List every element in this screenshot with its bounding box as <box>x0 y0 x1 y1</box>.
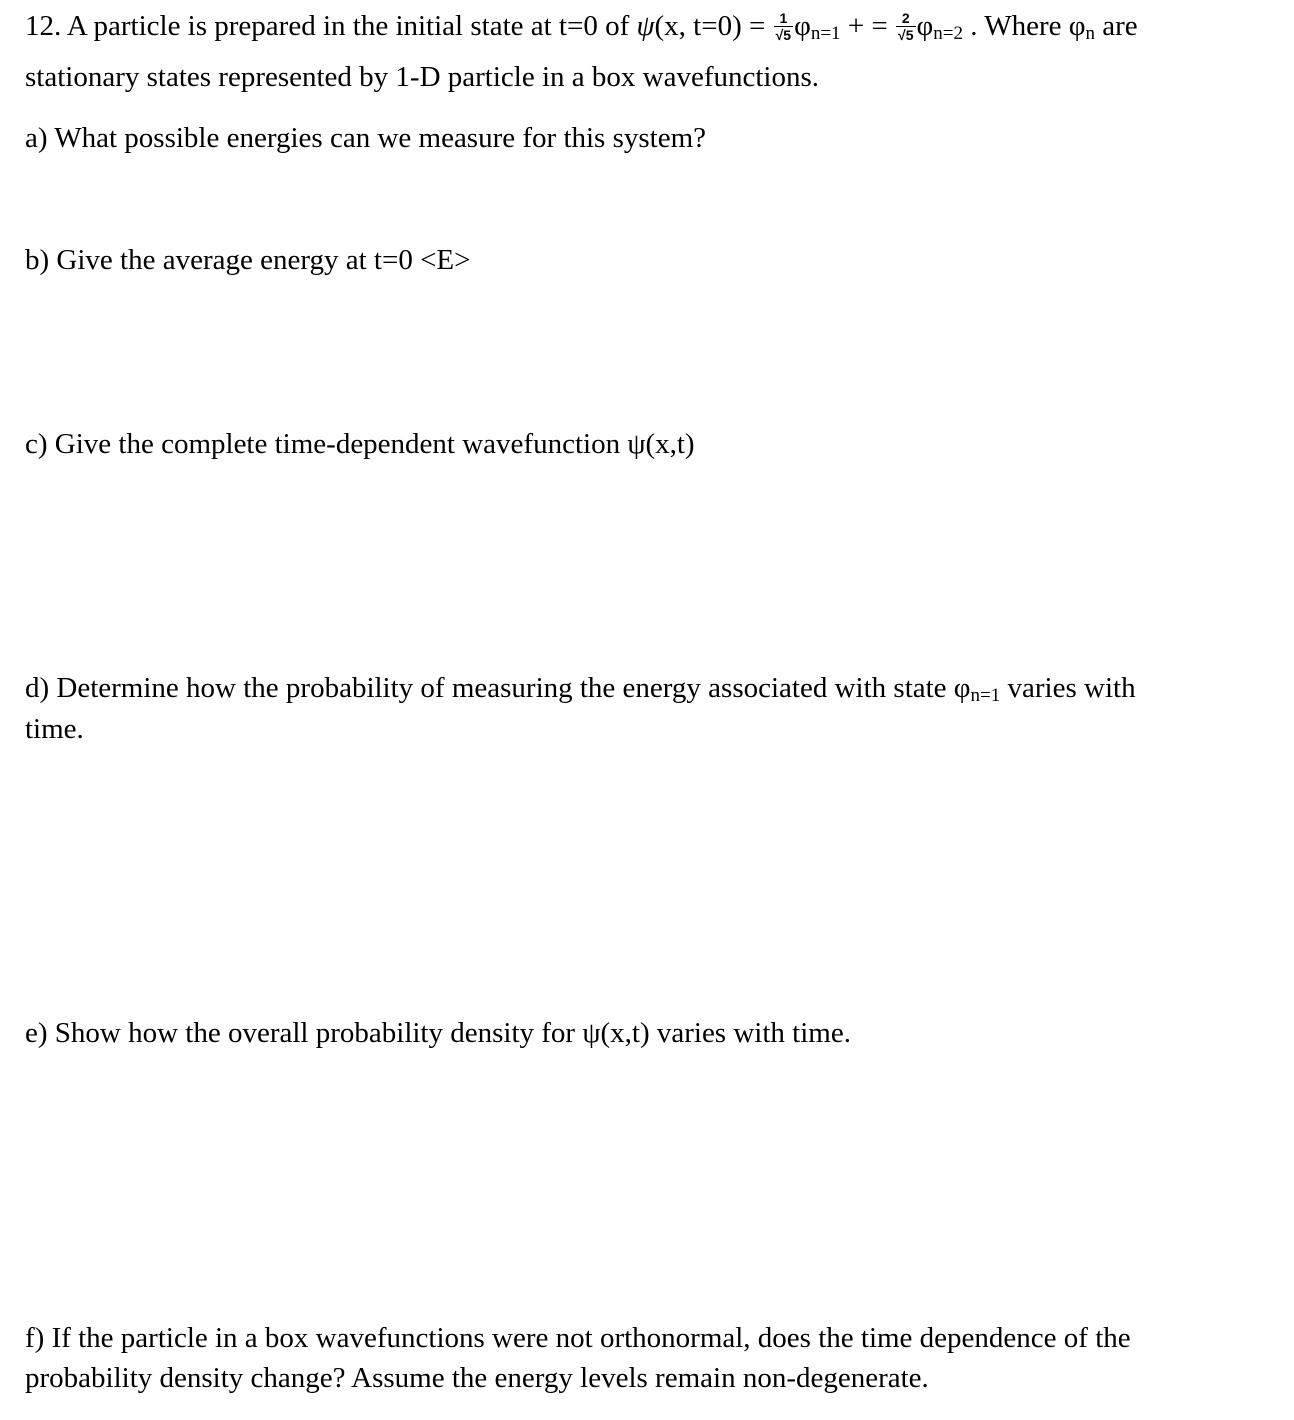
part-e-question: e) Show how the overall probability density for ψ(x,t) varies with time. <box>25 1017 851 1049</box>
part-f-question-line-2: probability density change? Assume the energy levels remain non-degenerate. <box>25 1362 929 1394</box>
problem-statement-line-1 <box>25 6 1138 46</box>
where-text: . Where φ <box>962 10 1086 42</box>
where-subscript: n <box>1085 23 1095 44</box>
phi-2-subscript: n=2 <box>933 23 963 44</box>
phi-1: φ <box>794 10 811 42</box>
part-d-subscript: n=1 <box>970 685 1001 706</box>
plus-equals: + = <box>840 10 896 42</box>
part-b-question: b) Give the average energy at t=0 <E> <box>25 244 471 276</box>
phi-1-subscript: n=1 <box>810 23 841 44</box>
coefficient-2-denominator: √5 <box>898 26 914 43</box>
part-f-question-line-1: f) If the particle in a box wavefunctions were not orthonormal, does the time dependence of the <box>25 1322 1131 1354</box>
problem-statement-line-2: stationary states represented by 1-D particle in a box wavefunctions. <box>25 61 820 93</box>
part-a-question: a) What possible energies can we measure for this system? <box>25 122 707 154</box>
coefficient-1-fraction <box>774 10 793 43</box>
part-d-suffix: varies with <box>1000 672 1136 704</box>
coefficient-1-numerator: 1 <box>779 9 788 26</box>
part-d-question-line-1 <box>25 668 1136 708</box>
where-tail: are <box>1094 10 1138 42</box>
coefficient-2-numerator: 2 <box>901 9 910 26</box>
psi-args: (x, t=0) = <box>654 10 773 42</box>
part-d-prefix: d) Determine how the probability of measuring the energy associated with state φ <box>25 672 971 704</box>
coefficient-1-denominator: √5 <box>775 26 792 43</box>
psi-symbol: ψ <box>636 10 655 42</box>
intro-text: 12. A particle is prepared in the initial state at t=0 of <box>25 10 637 42</box>
part-c-question: c) Give the complete time-dependent wavefunction ψ(x,t) <box>25 428 695 460</box>
part-d-question-line-2: time. <box>25 713 84 745</box>
phi-2: φ <box>916 10 934 42</box>
coefficient-2-fraction <box>896 10 915 43</box>
